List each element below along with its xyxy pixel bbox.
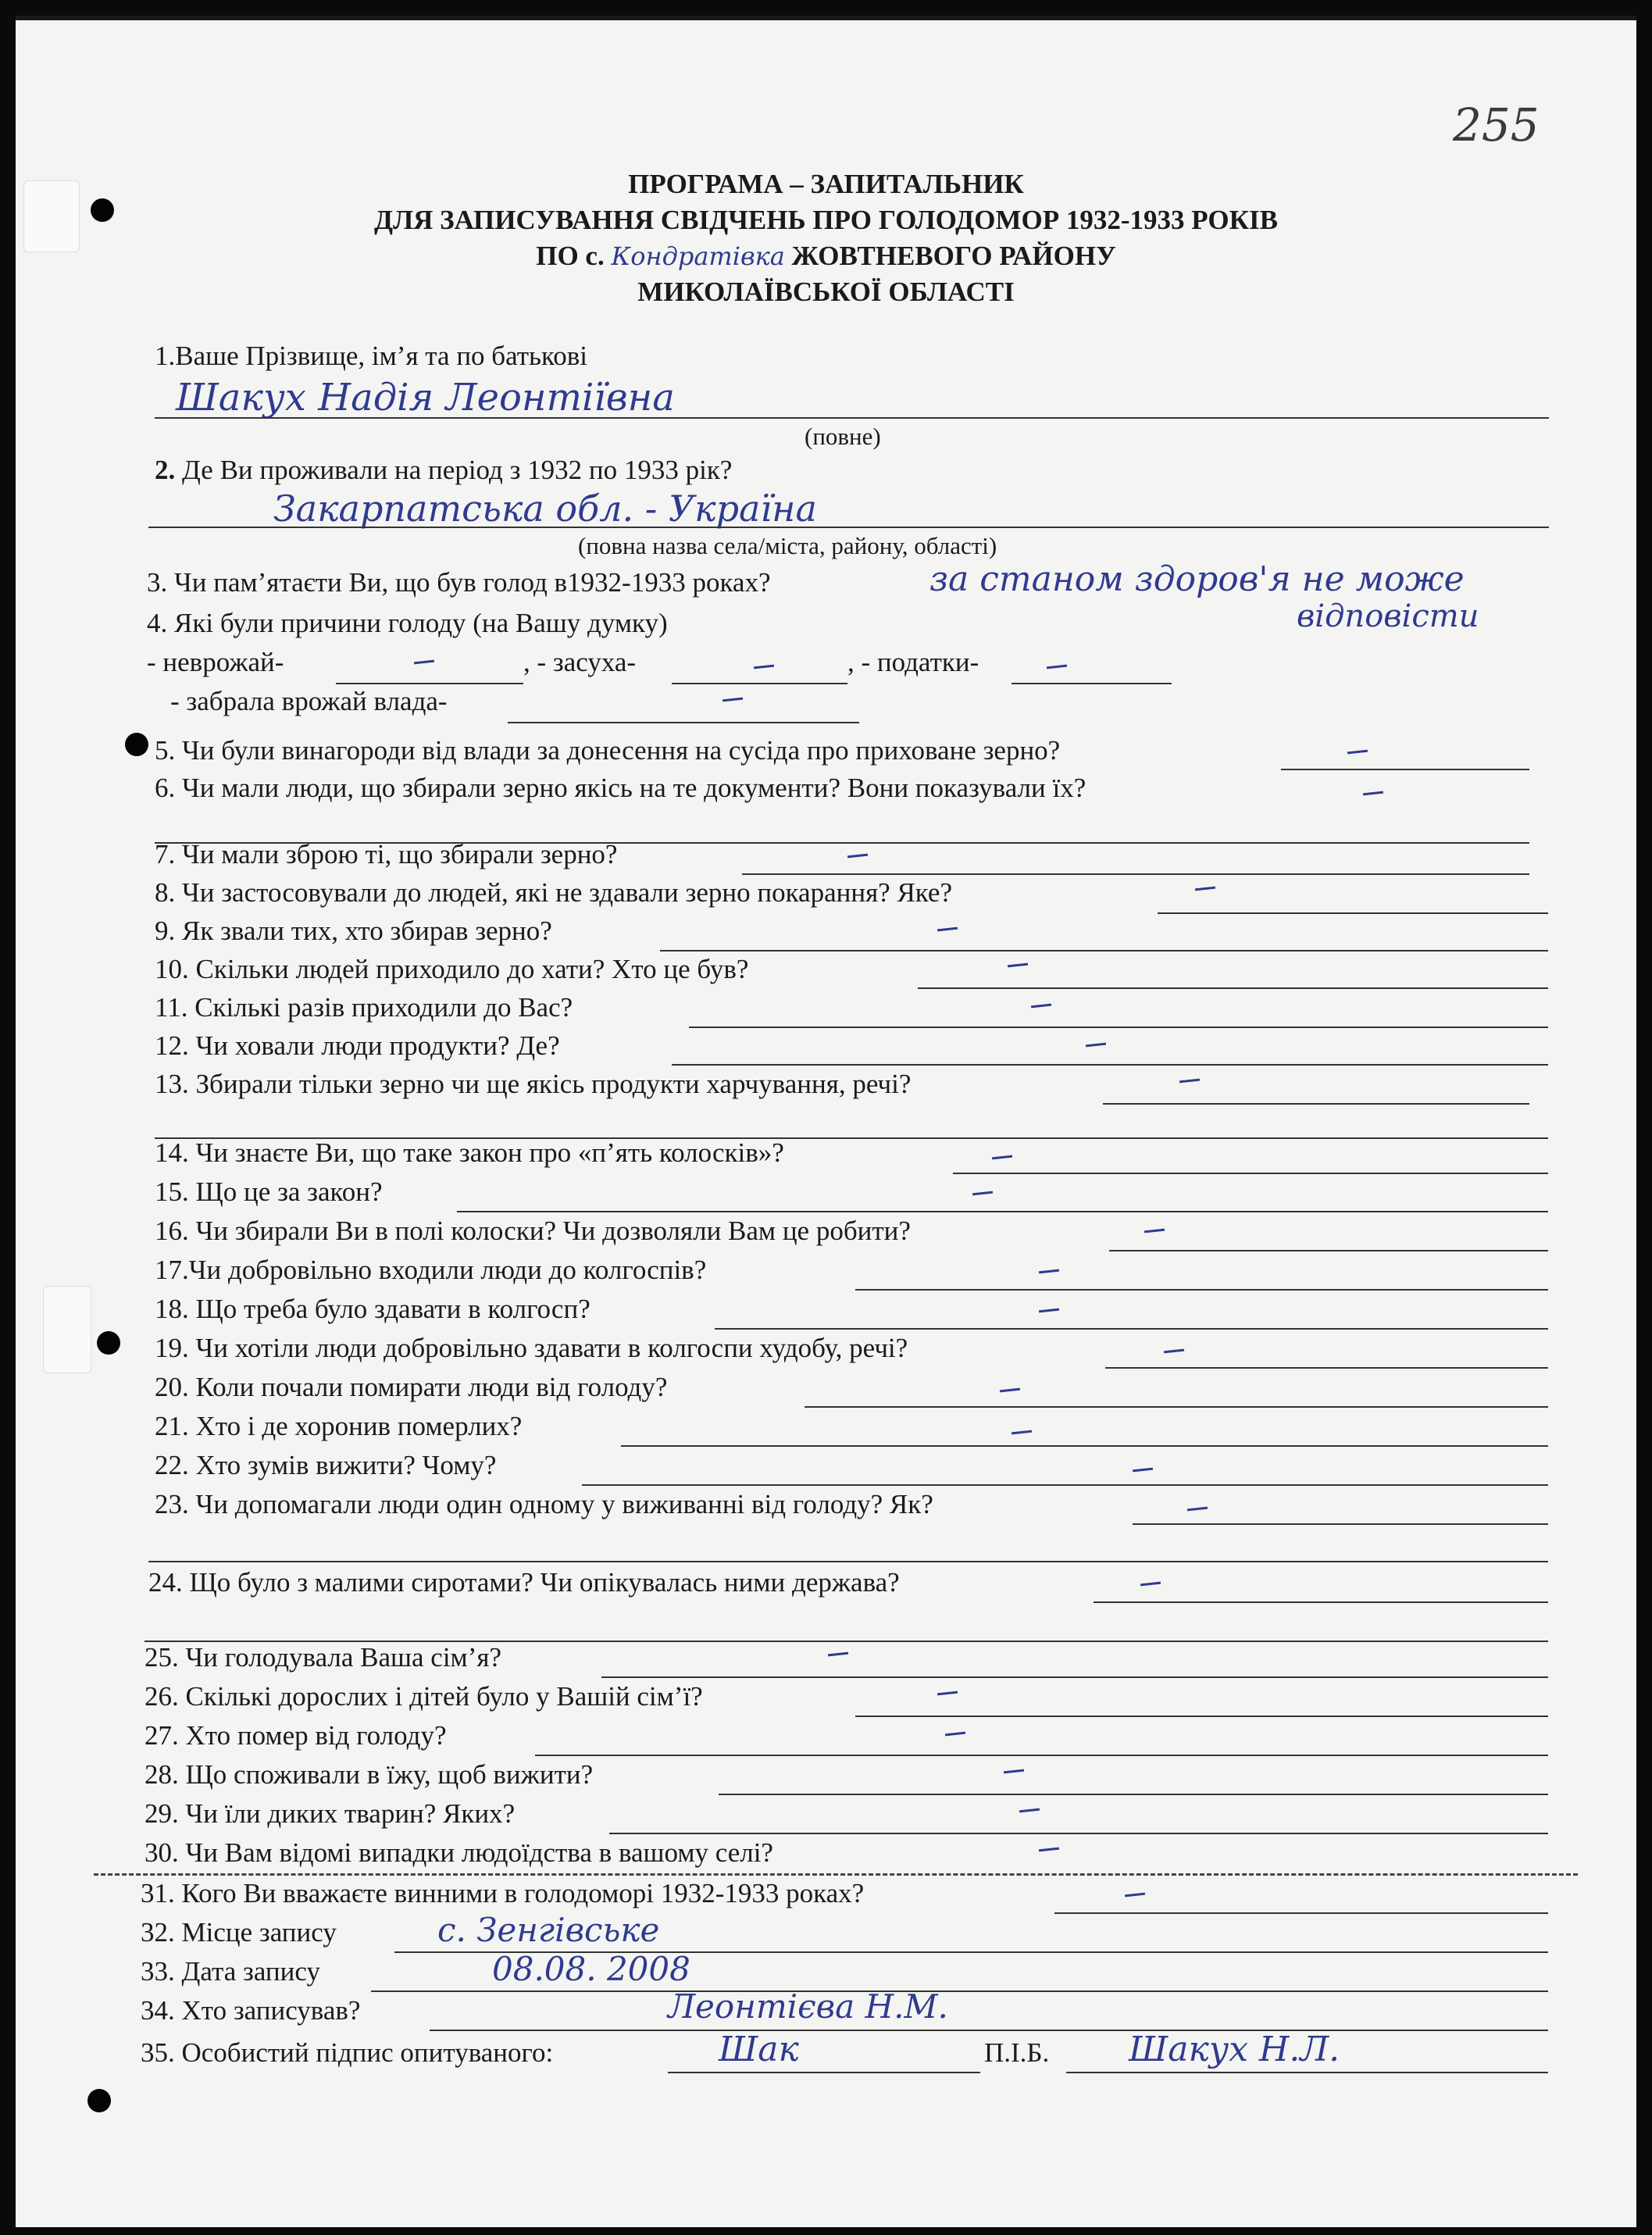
answer-1: Шакух Надія Леонтіївна [176, 376, 675, 420]
answer-32: с. Зенгівське [437, 1911, 660, 1949]
answer-line-33 [371, 1990, 1548, 1992]
dash-mark [937, 1691, 958, 1696]
answer-line-zasukha [672, 683, 847, 684]
answer-line-28 [719, 1794, 1548, 1795]
question-12: 12. Чи ховали люди продукти? Де? [155, 1030, 560, 1061]
question-34-label: 34. Хто записував? [141, 1995, 361, 2026]
answer-line-10 [918, 987, 1548, 989]
question-8: 8. Чи застосовували до людей, які не здавали зерно покарання? Яке? [155, 877, 952, 908]
header-line-3 [16, 241, 1636, 272]
answer-line-22 [582, 1484, 1548, 1486]
dash-mark [1179, 1079, 1200, 1084]
binder-hole [97, 1331, 120, 1355]
question-2 [155, 455, 732, 486]
binder-hole [87, 2089, 111, 2112]
answer-33: 08.08. 2008 [492, 1950, 690, 1988]
header-line-2: ДЛЯ ЗАПИСУВАННЯ СВІДЧЕНЬ ПРО ГОЛОДОМОР 1932-1933 РОКІВ [373, 205, 1279, 235]
dash-mark [828, 1652, 848, 1657]
answer-line-12 [672, 1064, 1548, 1066]
dash-mark [1195, 887, 1215, 891]
answer-line-19 [1105, 1367, 1548, 1369]
answer-line-18 [715, 1328, 1548, 1330]
question-15: 15. Що це за закон? [155, 1176, 383, 1207]
header-line-3-prefix: ПО с. [536, 241, 605, 271]
question-30: 30. Чи Вам відомі випадки людоїдства в вашому селі? [145, 1837, 773, 1868]
question-32-label: 32. Місце запису [141, 1917, 337, 1948]
question-14: 14. Чи знаєте Ви, що таке закон про «п’ять колосків»? [155, 1137, 784, 1168]
question-3-label: 3. Чи пам’ятаєти Ви, що був голод в1932-1933 роках? [147, 567, 771, 598]
answer-line-zabrala [508, 722, 859, 723]
dash-mark [1012, 1430, 1032, 1435]
question-4-podatky: , - податки- [847, 647, 979, 677]
answer-line-13 [1103, 1103, 1529, 1105]
answer-line-podatky [1012, 683, 1172, 684]
answer-3-line-1: за станом здоров'я не може [929, 559, 1465, 599]
hint-full: (повне) [805, 423, 881, 450]
dash-mark [754, 665, 774, 669]
dash-mark [1008, 963, 1028, 968]
dash-mark [945, 1732, 965, 1737]
question-2-number: 2. [155, 455, 176, 485]
dash-mark [723, 698, 743, 702]
dash-mark [1000, 1388, 1020, 1393]
dash-mark [1363, 791, 1383, 796]
fold-line [94, 1873, 1578, 1876]
question-4-zabrala: - забрала врожай влада- [170, 686, 448, 716]
question-23: 23. Чи допомагали люди один одному у виживанні від голоду? Як? [155, 1489, 933, 1519]
question-17: 17.Чи добровільно входили люди до колгоспів? [155, 1255, 707, 1285]
answer-line-26 [855, 1716, 1548, 1717]
questionnaire-page [16, 16, 1636, 2227]
answer-2: Закарпатська обл. - Україна [273, 487, 817, 530]
question-22: 22. Хто зумів вижити? Чому? [155, 1450, 497, 1480]
question-13: 13. Збирали тільки зерно чи ще якісь продукти харчування, речі? [155, 1069, 912, 1099]
question-27: 27. Хто помер від голоду? [145, 1720, 447, 1751]
answer-line-11 [689, 1026, 1548, 1028]
dash-mark [1125, 1893, 1145, 1898]
question-20: 20. Коли почали помирати люди від голоду? [155, 1372, 668, 1402]
dash-mark [1133, 1468, 1153, 1473]
answer-line-15 [457, 1211, 1548, 1212]
header-line-3-suffix: ЖОВТНЕВОГО РАЙОНУ [791, 241, 1116, 271]
question-1-label: 1.Ваше Прізвище, ім’я та по батькові [155, 341, 587, 371]
answer-line-27 [535, 1755, 1548, 1756]
dash-mark [1019, 1808, 1040, 1813]
question-19: 19. Чи хотіли люди добровільно здавати в колгоспи худобу, речі? [155, 1333, 908, 1363]
answer-line-24 [1094, 1601, 1548, 1603]
question-29: 29. Чи їли диких тварин? Яких? [145, 1798, 516, 1829]
answer-line-nevrozhai [336, 683, 523, 684]
dash-mark [1187, 1507, 1208, 1512]
dash-mark [847, 854, 868, 859]
question-4-label: 4. Які були причини голоду (на Вашу думку) [147, 608, 668, 638]
dash-mark [1039, 1309, 1059, 1313]
question-35-label: 35. Особистий підпис опитуваного: [141, 2037, 554, 2068]
question-7: 7. Чи мали зброю ті, що збирали зерно? [155, 839, 618, 869]
answer-line-9 [660, 950, 1548, 951]
dash-mark [1140, 1582, 1161, 1587]
header-line-1: ПРОГРАМА – ЗАПИТАЛЬНИК [628, 169, 1024, 199]
signature-line [668, 2072, 980, 2073]
tape-piece [43, 1286, 91, 1373]
question-33-label: 33. Дата запису [141, 1956, 320, 1987]
dash-mark [1047, 665, 1067, 669]
dash-mark [414, 660, 434, 665]
dash-mark [992, 1155, 1012, 1160]
question-25: 25. Чи голодувала Ваша сім’я? [145, 1642, 501, 1673]
answer-line-31 [1054, 1912, 1548, 1914]
answer-line-21 [621, 1445, 1548, 1447]
answer-line-23 [1133, 1523, 1548, 1525]
question-11: 11. Скількі разів приходили до Вас? [155, 992, 573, 1023]
dash-mark [1144, 1229, 1165, 1234]
village-handwritten: Кондратівка [611, 241, 785, 271]
page-number: 255 [1453, 98, 1540, 152]
answer-line-2 [148, 527, 1549, 528]
question-6: 6. Чи мали люди, що збирали зерно якісь на те документи? Вони показували їх? [155, 773, 1086, 803]
question-28: 28. Що споживали в їжу, щоб вижити? [145, 1759, 594, 1790]
answer-line-23b [148, 1561, 1548, 1562]
question-5: 5. Чи були винагороди від влади за донесення на сусіда про приховане зерно? [155, 735, 1061, 766]
hint-place: (повна назва села/міста, району, області) [578, 532, 997, 559]
binder-hole [125, 733, 148, 756]
answer-line-20 [805, 1406, 1548, 1408]
question-4-zasukha: , - засуха- [523, 647, 637, 677]
answer-line-16 [1109, 1250, 1548, 1251]
dash-mark [1164, 1349, 1184, 1354]
question-24: 24. Що було з малими сиротами? Чи опікувалась ними держава? [148, 1567, 900, 1598]
question-10: 10. Скільки людей приходило до хати? Хто це був? [155, 954, 749, 984]
dash-mark [937, 927, 958, 932]
question-9: 9. Як звали тих, хто збирав зерно? [155, 916, 552, 946]
dash-mark [1039, 1848, 1059, 1852]
answer-line-14 [953, 1173, 1548, 1174]
answer-line-17 [855, 1289, 1548, 1291]
dash-mark [1031, 1004, 1051, 1009]
dash-mark [972, 1191, 993, 1196]
dash-mark [1086, 1043, 1106, 1048]
question-18: 18. Що треба було здавати в колгосп? [155, 1294, 591, 1324]
answer-34: Леонтієва Н.М. [668, 1987, 948, 2026]
answer-line-29 [609, 1833, 1548, 1834]
dash-mark [1039, 1269, 1059, 1274]
question-26: 26. Скількі дорослих і дітей було у Вашій сім’ї? [145, 1681, 703, 1712]
pib-answer: Шакух Н.Л. [1129, 2030, 1340, 2069]
answer-line-5 [1281, 769, 1529, 770]
dash-mark [1347, 750, 1368, 755]
pib-line [1066, 2072, 1548, 2073]
question-31: 31. Кого Ви вважаєте винними в голодоморі 1932-1933 роках? [141, 1878, 865, 1908]
question-4-nevrozhai: - неврожай- [147, 647, 284, 677]
dash-mark [1004, 1769, 1024, 1774]
answer-line-8 [1158, 912, 1548, 914]
answer-line-1 [155, 417, 1549, 419]
signature: Шак [719, 2030, 799, 2069]
answer-3-line-2: відповісти [1297, 598, 1479, 634]
header-line-4: МИКОЛАЇВСЬКОЇ ОБЛАСТІ [637, 277, 1015, 307]
answer-line-25 [601, 1676, 1548, 1678]
answer-line-7 [742, 873, 1529, 875]
question-16: 16. Чи збирали Ви в полі колоски? Чи дозволяли Вам це робити? [155, 1216, 911, 1246]
answer-line-34 [430, 2030, 1548, 2031]
question-21: 21. Хто і де хоронив померлих? [155, 1411, 523, 1441]
question-2-label: Де Ви проживали на період з 1932 по 1933 рік? [182, 455, 733, 485]
pib-label: П.І.Б. [984, 2037, 1050, 2068]
